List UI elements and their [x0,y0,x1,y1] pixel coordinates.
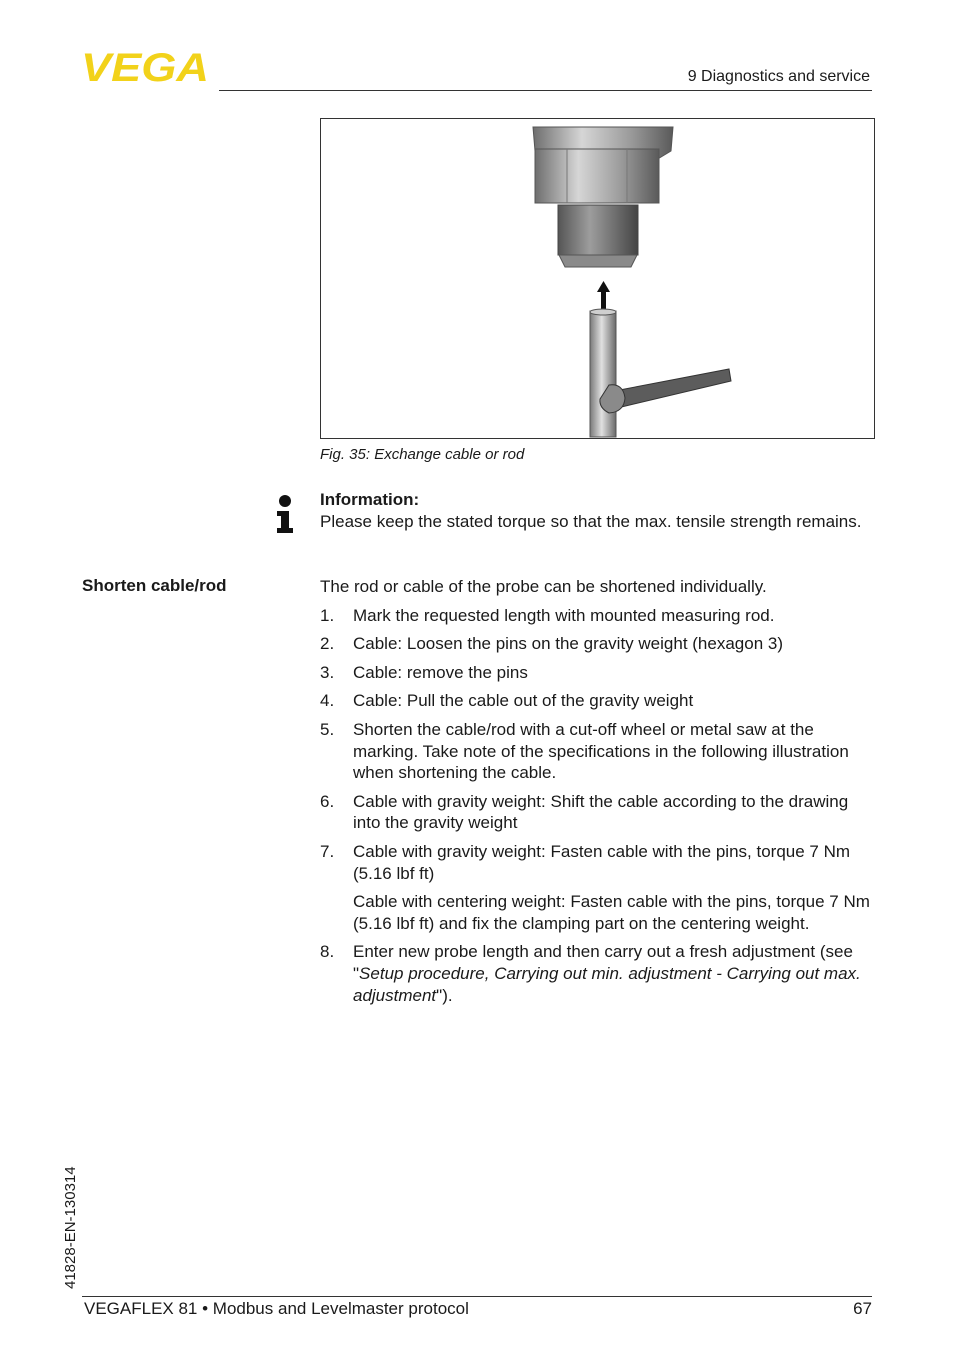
figure-caption: Fig. 35: Exchange cable or rod [320,446,525,463]
step-number: 8. [320,942,335,962]
step-subparagraph: Cable with centering weight: Fasten cable with the pins, torque 7 Nm (5.16 lbf ft) and fix the clamping part on the centering weight. [353,892,870,933]
list-item [320,719,876,784]
list-item [320,941,876,1006]
list-item [320,841,876,934]
step-text-pre: Enter new probe length and then carry out a fresh adjustment (see " [353,942,853,983]
list-item [320,662,876,684]
list-item [320,605,876,627]
step-number: 6. [320,791,335,811]
step-text: Cable: Loosen the pins on the gravity weight (hexagon 3) [353,634,783,654]
page-number: 67 [853,1299,872,1318]
step-text: Mark the requested length with mounted measuring rod. [353,605,775,625]
svg-text:VEGA: VEGA [81,50,209,84]
shorten-section [320,576,876,1013]
step-text: Cable: remove the pins [353,662,528,682]
step-number: 5. [320,719,335,739]
step-number: 3. [320,662,335,682]
steps-list [320,605,876,1007]
step-text-post: "). [436,985,453,1005]
step-number: 1. [320,605,335,625]
information-text: Please keep the stated torque so that the max. tensile strength remains. [320,512,862,531]
step-number: 2. [320,634,335,654]
document-id: 41828-EN-130314 [62,1166,79,1289]
step-reference: Setup procedure, Carrying out min. adjustment - Carrying out max. adjustment [353,963,861,1005]
list-item [320,690,876,712]
probe-illustration [321,119,874,438]
step-number: 4. [320,691,335,711]
footer-rule [82,1296,872,1297]
step-number: 7. [320,841,335,861]
information-title: Information: [320,490,420,509]
side-heading-shorten: Shorten cable/rod [82,576,227,595]
step-text: Cable: Pull the cable out of the gravity weight [353,691,694,711]
vega-logo [81,50,211,84]
section-title: 9 Diagnostics and service [687,68,870,85]
list-item [320,633,876,655]
step-text: Shorten the cable/rod with a cut-off wheel or metal saw at the marking. Take note of the specifications in the following illustration when shortening the cable. [353,719,849,783]
step-text: Cable with gravity weight: Shift the cable according to the drawing into the gravity weight [353,791,849,833]
step-text: Cable with gravity weight: Fasten cable with the pins, torque 7 Nm (5.16 lbf ft) [353,841,851,883]
list-item [320,791,876,834]
header-rule [219,90,872,91]
shorten-intro: The rod or cable of the probe can be shortened individually. [320,577,767,596]
info-icon [275,495,295,535]
footer-product: VEGAFLEX 81 • Modbus and Levelmaster protocol [84,1299,469,1318]
information-note [320,489,875,533]
figure-exchange-cable [320,118,875,439]
